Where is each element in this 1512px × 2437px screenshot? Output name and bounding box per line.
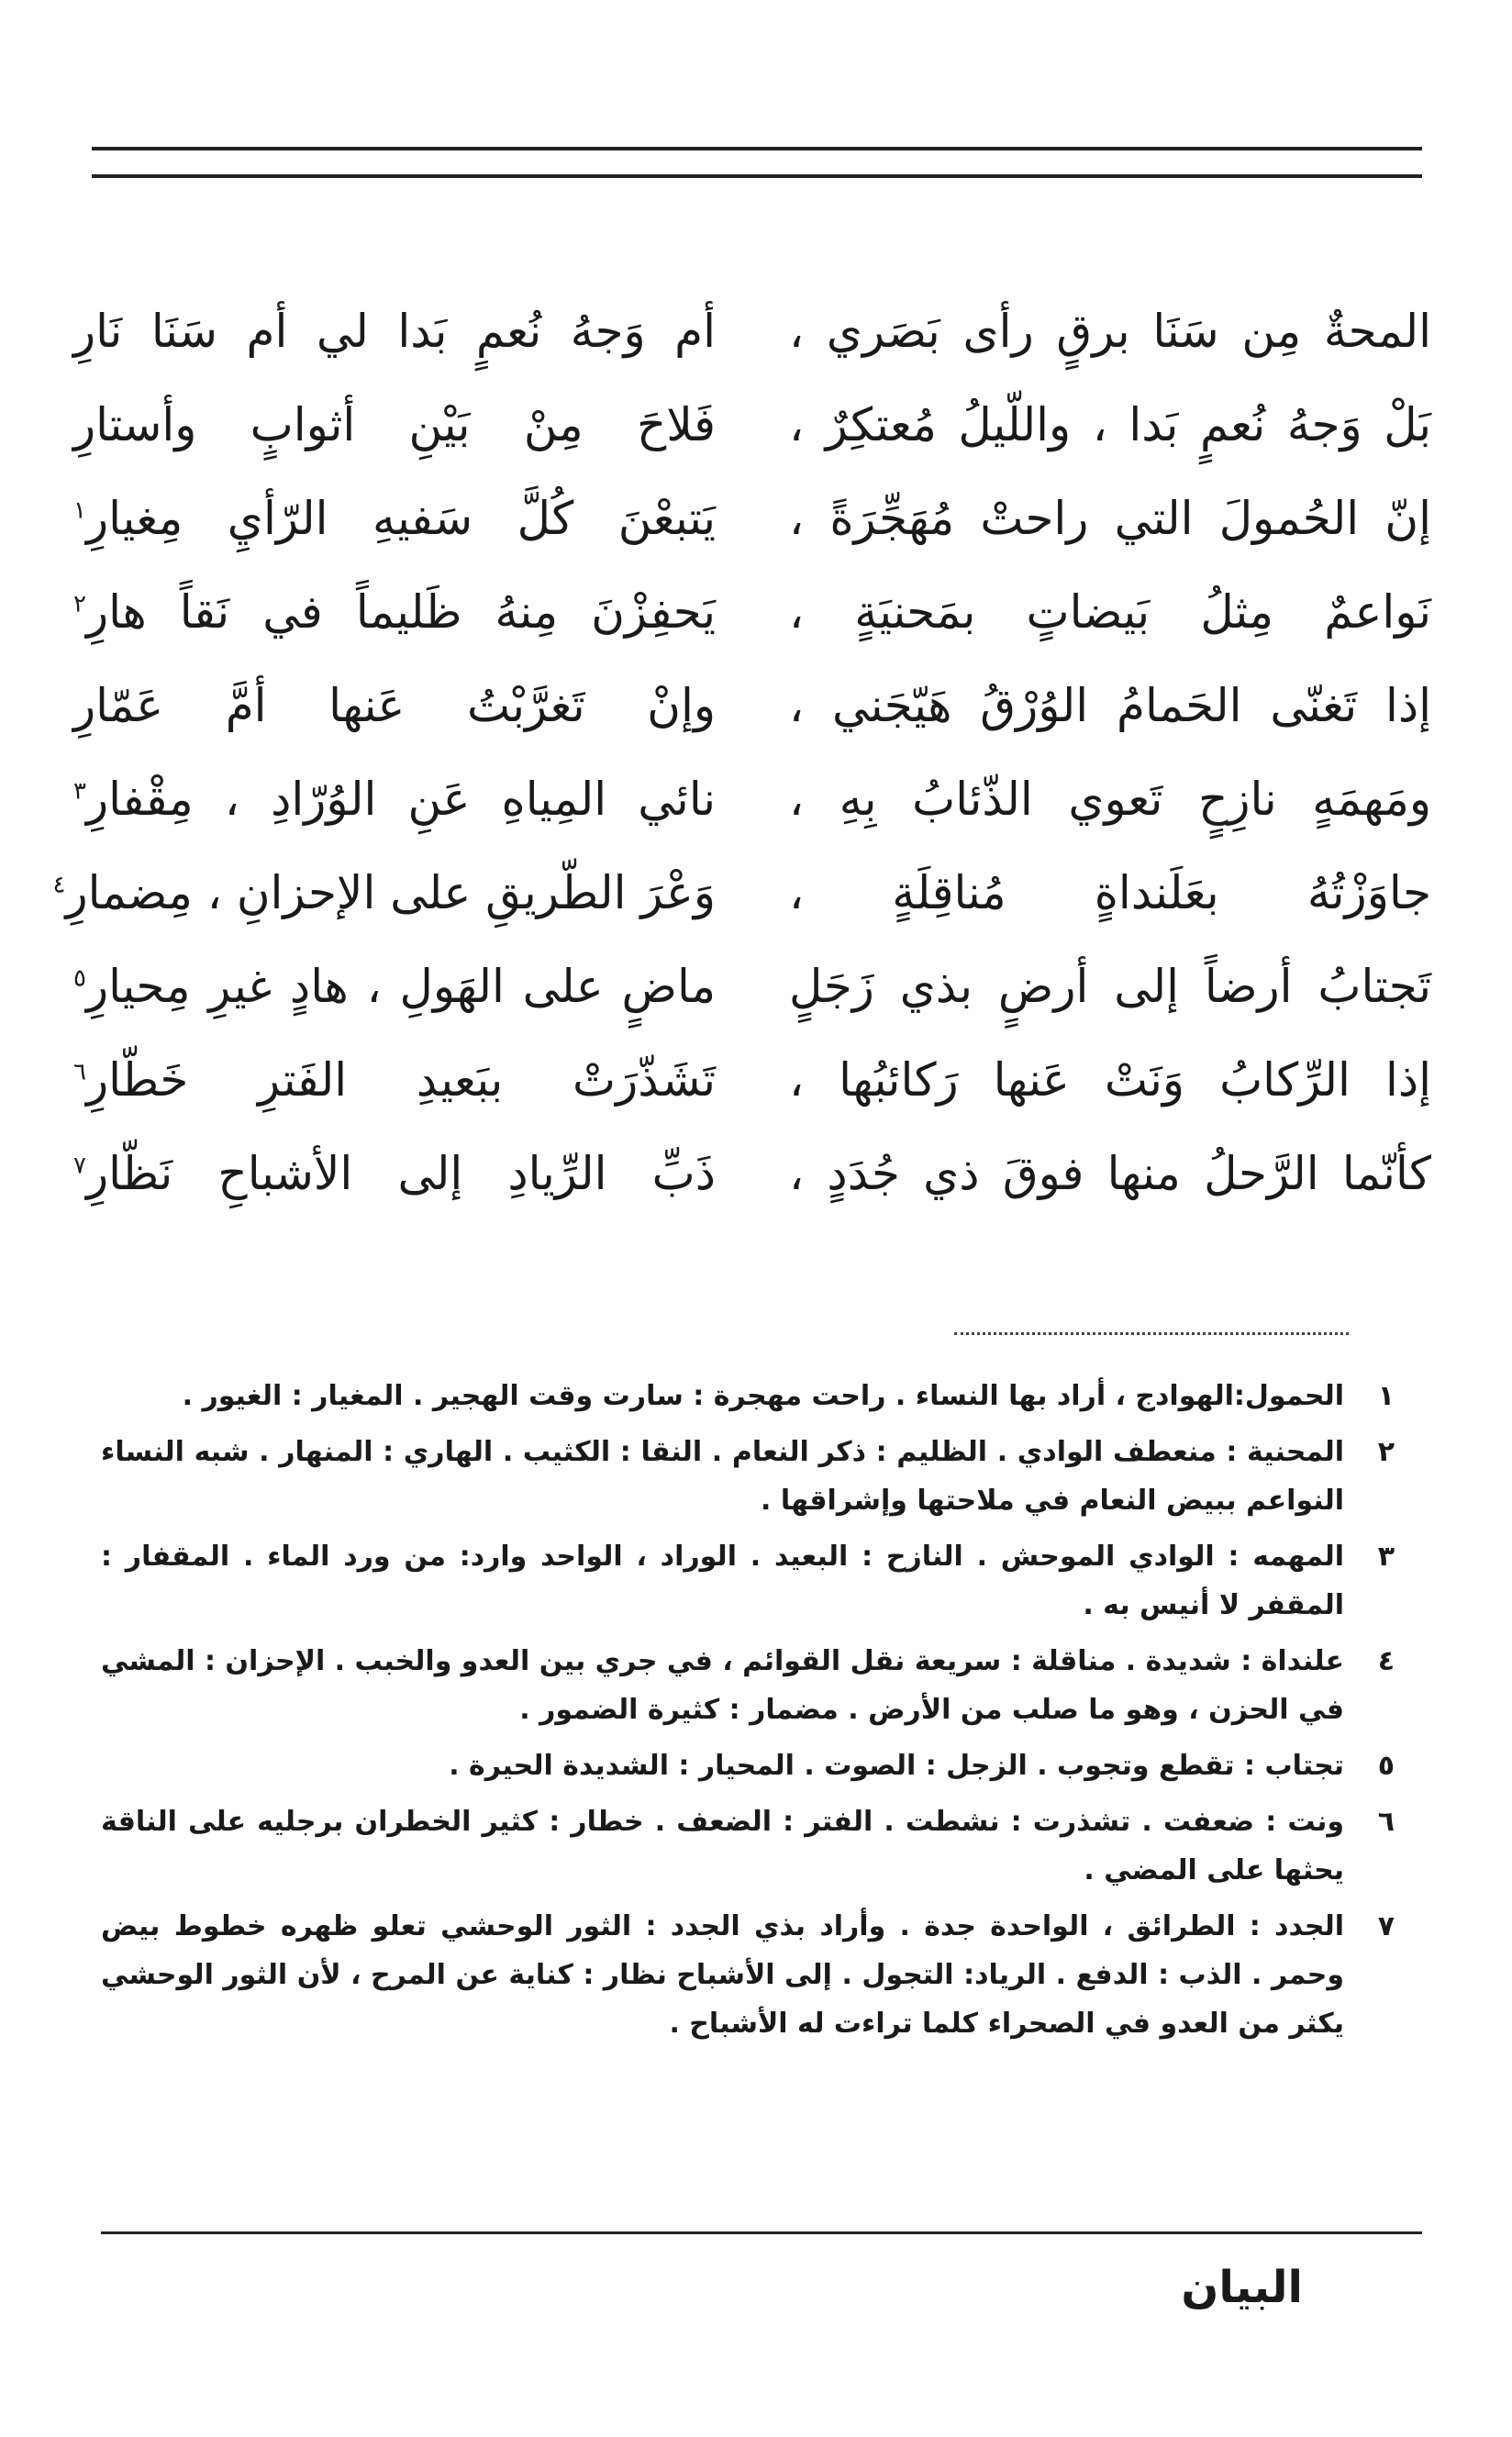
verse-second-text: وَعْرَ الطّريقِ على الإحزانِ ، مِضمارِ — [65, 866, 716, 919]
footnote-number: ٢ — [1377, 1436, 1395, 1468]
footnote-number: ٤ — [1377, 1645, 1395, 1677]
footnote-text: ونت : ضعفت . تشذرت : نشطت . الفتر : الضعف . خطار : كثير الخطران برجليه على الناقة يحثها على المضي . — [101, 1806, 1344, 1886]
verse-first-hemistich: نَواعمٌ مِثلُ بَيضاتٍ بمَحنيَةٍ ، — [789, 585, 1431, 639]
verse-second-text: نائي المِياهِ عَنِ الوُرّادِ ، مِقْفارِ — [85, 773, 716, 826]
footnote-separator — [954, 1332, 1349, 1335]
verse-second-hemistich — [73, 398, 743, 451]
footnote-text: الحمول:الهوادج ، أراد بها النساء . راحت مهجرة : سارت وقت الهجير . المغيار : الغيور . — [182, 1380, 1344, 1412]
verse-first-hemistich: كأنّما الرَّحلُ منها فوقَ ذي جُدَدٍ ، — [789, 1147, 1431, 1200]
verse-4 — [73, 565, 1431, 659]
footnote-number: ٥ — [1377, 1750, 1395, 1782]
footnote-number: ٦ — [1377, 1806, 1395, 1838]
verse-second-text: وإنْ تَغرَّبْتُ عَنها أمَّ عَمّارِ — [73, 679, 716, 732]
verse-second-text: ذَبِّ الرِّيادِ إلى الأشباحِ نَظّارِ — [85, 1147, 716, 1200]
verse-second-hemistich — [73, 492, 743, 545]
footer-rule — [101, 2231, 1422, 2234]
verse-first-hemistich: المحةٌ مِن سَنَا برقٍ رأى بَصَري ، — [789, 305, 1431, 358]
verse-first-hemistich: بَلْ وَجهُ نُعمٍ بَدا ، واللّيلُ مُعتكِرٌ ، — [789, 398, 1431, 451]
verse-1 — [73, 284, 1431, 378]
poem — [52, 284, 1431, 1220]
verse-second-hemistich — [73, 305, 743, 358]
verse-2 — [73, 378, 1431, 472]
verse-second-text: تَشَذّرَتْ ببَعيدِ الفَترِ خَطّارِ — [85, 1053, 716, 1107]
footnote-text: المهمه : الوادي الموحش . النازح : البعيد . الوراد ، الواحد وارد: من ورد الماء . المقفار : المقفر لا أنيس به . — [101, 1541, 1344, 1621]
footnote-6 — [101, 1797, 1395, 1895]
verse-10 — [73, 1127, 1431, 1220]
verse-first-hemistich: إنّ الحُمولَ التي راحتْ مُهَجِّرَةً ، — [789, 492, 1431, 545]
footnote-5 — [101, 1742, 1395, 1790]
footnote-marker: ١ — [73, 496, 86, 525]
footnote-number: ٧ — [1377, 1910, 1395, 1942]
verse-first-hemistich: تَجتابُ أرضاً إلى أرضٍ بذي زَجَلٍ — [789, 960, 1431, 1013]
footnote-marker: ٦ — [73, 1058, 86, 1086]
verse-7 — [52, 846, 1431, 940]
footnote-text: تجتاب : تقطع وتجوب . الزجل : الصوت . المحيار : الشديدة الحيرة . — [449, 1750, 1344, 1782]
verse-second-text: أم وَجهُ نُعمٍ بَدا لي أم سَنَا نَارِ — [73, 305, 716, 358]
verse-9 — [73, 1033, 1431, 1127]
verse-second-text: ماضٍ على الهَولِ ، هادٍ غيرِ مِحيارِ — [85, 960, 716, 1013]
verse-second-hemistich — [52, 866, 743, 919]
verse-second-hemistich — [73, 585, 743, 639]
header-rule-top — [92, 147, 1422, 150]
header-rule-bottom — [92, 174, 1422, 178]
verse-second-text: فَلاحَ مِنْ بَيْنِ أثوابٍ وأستارِ — [73, 398, 716, 451]
footnote-marker: ٤ — [52, 871, 66, 899]
verse-second-hemistich — [73, 1147, 743, 1200]
verse-second-text: يَحفِزْنَ مِنهُ ظَليماً في نَقاً هارِ — [85, 585, 716, 639]
footnote-2 — [101, 1428, 1395, 1525]
verse-first-hemistich: جاوَزْتُهُ بعَلَنداةٍ مُناقِلَةٍ ، — [789, 866, 1431, 919]
footnote-4 — [101, 1637, 1395, 1734]
footnote-text: الجدد : الطرائق ، الواحدة جدة . وأراد بذي الجدد : الثور الوحشي تعلو ظهره خطوط بيض وحمر . الذب : الدفع . الرياد: التجول . إلى الأشباح نظار : كناية عن المرح ، لأن الثور الوحشي يكثر من العدو في الصحراء كلما تراءت له الأشباح . — [101, 1910, 1344, 2040]
verse-first-hemistich: إذا تَغنّى الحَمامُ الوُرْقُ هَيّجَني ، — [789, 679, 1431, 732]
verse-6 — [73, 752, 1431, 846]
footnote-marker: ٥ — [73, 964, 86, 993]
footnote-marker: ٣ — [73, 777, 86, 806]
footnote-number: ٣ — [1377, 1541, 1395, 1573]
footnote-text: المحنية : منعطف الوادي . الظليم : ذكر النعام . النقا : الكثيب . الهاري : المنهار . شبه النساء النواعم ببيض النعام في ملاحتها وإشراقها . — [101, 1436, 1344, 1517]
footnote-3 — [101, 1532, 1395, 1630]
footnote-marker: ٧ — [73, 1152, 86, 1180]
footnote-7 — [101, 1902, 1395, 2048]
footnote-1 — [101, 1372, 1395, 1420]
verse-5 — [73, 659, 1431, 752]
verse-first-hemistich: ومَهمَهٍ نازِحٍ تَعوي الذّئابُ بِهِ ، — [789, 773, 1431, 826]
footnote-text: علنداة : شديدة . مناقلة : سريعة نقل القوائم ، في جري بين العدو والخبب . الإحزان : المشي في الحزن ، وهو ما صلب من الأرض . مضمار : كثيرة الضمور . — [101, 1645, 1344, 1726]
footnote-number: ١ — [1377, 1380, 1395, 1412]
footnotes — [101, 1372, 1395, 2055]
verse-3 — [73, 472, 1431, 565]
verse-first-hemistich: إذا الرِّكابُ وَنَتْ عَنها رَكائبُها ، — [789, 1053, 1431, 1107]
verse-second-hemistich — [73, 679, 743, 732]
footnote-marker: ٢ — [73, 590, 86, 618]
verse-8 — [73, 940, 1431, 1033]
verse-second-text: يَتبعْنَ كُلَّ سَفيهِ الرّأيِ مِغيارِ — [85, 492, 716, 545]
verse-second-hemistich — [73, 1053, 743, 1107]
verse-second-hemistich — [73, 773, 743, 826]
journal-name: البيان — [1181, 2262, 1303, 2313]
verse-second-hemistich — [73, 960, 743, 1013]
